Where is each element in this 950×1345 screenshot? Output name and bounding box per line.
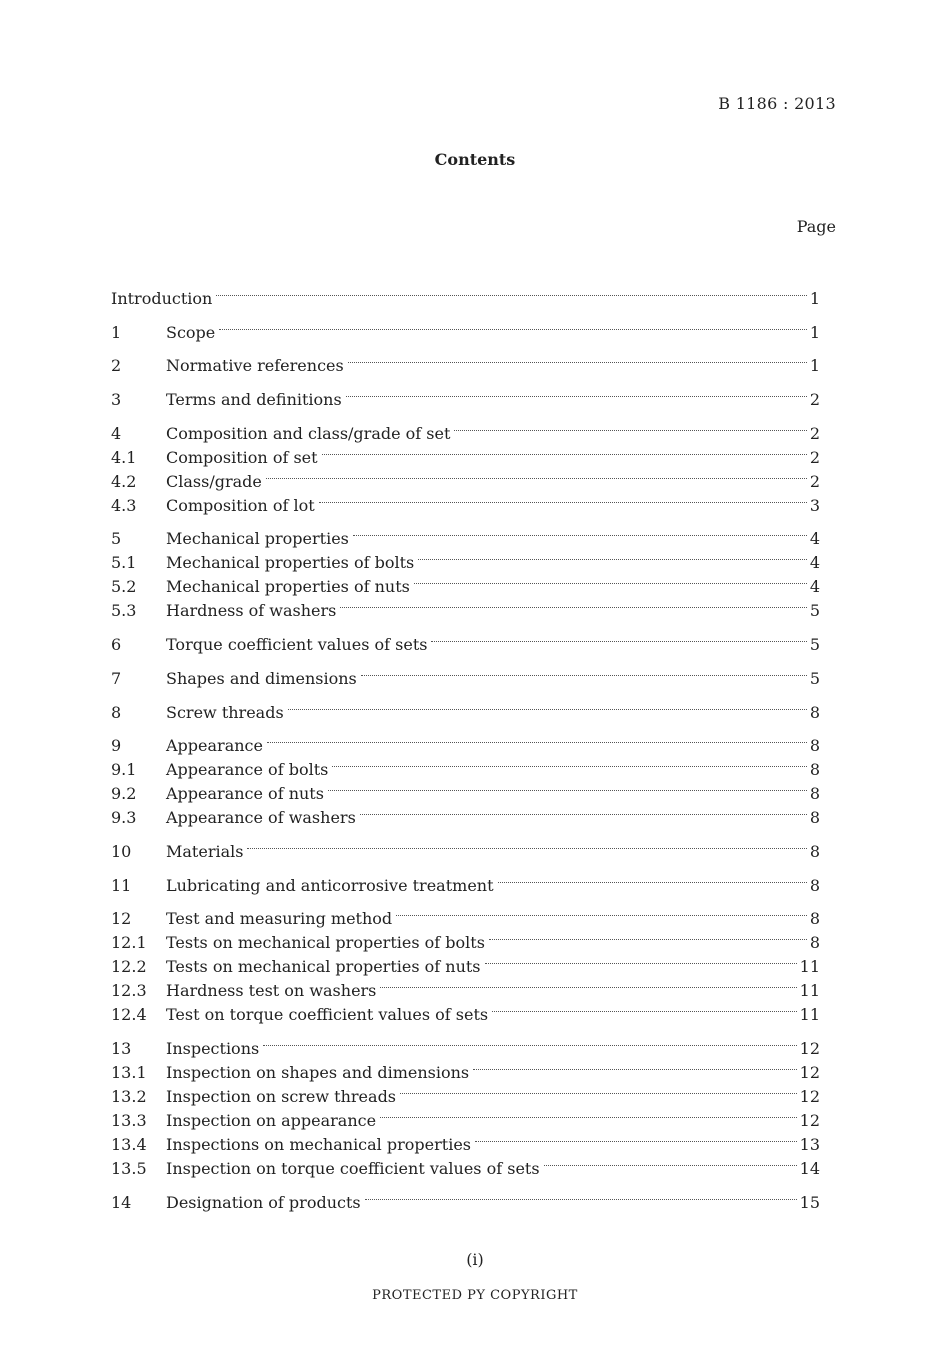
toc-entry-number: 10 <box>111 841 132 861</box>
toc-group <box>111 280 820 308</box>
dot-leader <box>380 1102 797 1126</box>
toc-entry-page: 3 <box>809 495 820 515</box>
toc-entry-number: 13 <box>111 1038 132 1058</box>
toc-entry-page: 4 <box>809 529 820 549</box>
toc-entry-page: 1 <box>809 289 820 308</box>
toc-entry-number: 12.1 <box>111 933 147 953</box>
toc-entry-title: Appearance of washers <box>166 808 356 828</box>
dot-leader <box>328 775 807 799</box>
toc-entry-title: Normative references <box>166 356 344 376</box>
dot-leader <box>418 544 807 568</box>
toc-entry-number: 8 <box>111 702 122 722</box>
dot-leader <box>489 924 807 948</box>
dot-leader <box>485 948 797 972</box>
toc-entry[interactable] <box>111 660 820 688</box>
toc-entry-title: Hardness test on washers <box>166 981 377 1001</box>
toc-entry-title: Tests on mechanical properties of nuts <box>166 957 481 977</box>
toc-entry-page: 13 <box>799 1134 820 1154</box>
dot-leader <box>360 799 807 823</box>
toc-entry-page: 11 <box>799 1005 820 1025</box>
toc-group <box>111 347 820 376</box>
toc-entry[interactable] <box>111 314 820 342</box>
toc-group <box>111 1184 820 1212</box>
toc-group <box>111 727 820 828</box>
toc-entry-title: Inspection on screw threads <box>166 1086 397 1106</box>
toc-entry-title: Composition and class/grade of set <box>166 423 451 443</box>
toc-entry-page: 8 <box>809 784 820 804</box>
toc-entry-number: 7 <box>111 668 122 688</box>
toc-entry-title: Scope <box>166 322 216 342</box>
toc-entry-number: 9.2 <box>111 784 137 804</box>
toc-entry-title: Introduction <box>111 289 213 308</box>
toc-entry-title: Composition of set <box>166 447 318 467</box>
toc-entry-number: 13.5 <box>111 1158 147 1178</box>
toc-entry-title: Screw threads <box>166 702 284 722</box>
toc-entry-page: 4 <box>809 553 820 573</box>
toc-entry-page: 8 <box>809 909 820 929</box>
dot-leader <box>492 996 797 1020</box>
dot-leader <box>473 1054 797 1078</box>
toc-entry-page: 11 <box>799 981 820 1001</box>
toc-entry-number: 5 <box>111 529 122 549</box>
toc-entry-number: 2 <box>111 356 122 376</box>
toc-entry[interactable] <box>111 381 820 410</box>
toc-entry-title: Torque coefficient values of sets <box>166 635 428 655</box>
toc-entry-page: 8 <box>809 702 820 722</box>
toc-entry-page: 5 <box>809 635 820 655</box>
toc-entry-number: 9.1 <box>111 760 137 780</box>
toc-entry-page: 14 <box>799 1158 820 1178</box>
toc-entry-title: Inspection on appearance <box>166 1110 377 1130</box>
dot-leader <box>348 347 807 371</box>
dot-leader <box>319 487 807 511</box>
toc-entry-page: 2 <box>809 423 820 443</box>
toc-entry-page: 8 <box>809 808 820 828</box>
dot-leader <box>361 660 807 684</box>
toc-entry[interactable] <box>111 867 820 895</box>
toc-entry[interactable] <box>111 833 820 861</box>
toc-entry-title: Composition of lot <box>166 495 315 515</box>
dot-leader <box>346 381 807 405</box>
toc-entry-title: Mechanical properties of nuts <box>166 577 410 597</box>
toc-entry-number: 14 <box>111 1192 132 1212</box>
dot-leader <box>247 833 806 857</box>
toc-entry-number: 5.2 <box>111 577 137 597</box>
toc-entry[interactable] <box>111 520 820 549</box>
toc-entry[interactable] <box>111 1030 820 1058</box>
dot-leader <box>544 1150 797 1174</box>
toc-entry-number: 3 <box>111 390 122 410</box>
dot-leader <box>396 900 807 924</box>
toc-entry-number: 4.3 <box>111 495 137 515</box>
toc-entry-number: 13.3 <box>111 1110 147 1130</box>
dot-leader <box>216 280 806 304</box>
toc-entry-number: 12.2 <box>111 957 147 977</box>
toc-entry-page: 4 <box>809 577 820 597</box>
page-number: (i) <box>466 1250 484 1269</box>
toc-entry-number: 13.2 <box>111 1086 147 1106</box>
toc-entry[interactable] <box>111 1184 820 1212</box>
toc-entry[interactable] <box>111 900 820 929</box>
toc-entry-number: 4.1 <box>111 447 137 467</box>
toc-entry-number: 5.1 <box>111 553 137 573</box>
dot-leader <box>267 727 807 751</box>
toc-entry[interactable] <box>111 694 820 722</box>
toc-entry-title: Appearance of bolts <box>166 760 329 780</box>
toc-entry-page: 12 <box>799 1038 820 1058</box>
toc-entry-number: 4 <box>111 423 122 443</box>
toc-entry-page: 15 <box>799 1192 820 1212</box>
toc-entry[interactable] <box>111 280 820 308</box>
toc-entry-page: 12 <box>799 1110 820 1130</box>
toc-group <box>111 660 820 688</box>
toc-entry-number: 12.3 <box>111 981 147 1001</box>
toc-entry-number: 4.2 <box>111 471 137 491</box>
toc-entry-number: 6 <box>111 635 122 655</box>
toc-entry-number: 12 <box>111 909 132 929</box>
toc-entry-page: 1 <box>809 356 820 376</box>
toc-entry[interactable] <box>111 626 820 655</box>
toc-entry[interactable] <box>111 727 820 756</box>
dot-leader <box>353 520 807 544</box>
toc-group <box>111 626 820 655</box>
toc-group <box>111 867 820 895</box>
toc-entry-title: Materials <box>166 841 244 861</box>
dot-leader <box>431 626 806 650</box>
dot-leader <box>380 972 796 996</box>
toc-entry-title: Mechanical properties of bolts <box>166 553 415 573</box>
toc-entry-page: 2 <box>809 447 820 467</box>
table-of-contents <box>111 280 820 1217</box>
toc-entry-number: 13.1 <box>111 1062 147 1082</box>
dot-leader <box>332 751 806 775</box>
toc-entry-page: 5 <box>809 668 820 688</box>
toc-entry-number: 13.4 <box>111 1134 147 1154</box>
toc-entry-title: Hardness of washers <box>166 601 337 621</box>
toc-entry-title: Shapes and dimensions <box>166 668 357 688</box>
toc-entry-number: 1 <box>111 322 122 342</box>
toc-entry-title: Class/grade <box>166 471 262 491</box>
dot-leader <box>340 592 806 616</box>
toc-entry-title: Appearance <box>166 736 263 756</box>
toc-entry-page: 2 <box>809 471 820 491</box>
toc-entry-page: 8 <box>809 841 820 861</box>
toc-entry-page: 8 <box>809 875 820 895</box>
toc-entry-number: 11 <box>111 875 132 895</box>
toc-entry-page: 5 <box>809 601 820 621</box>
dot-leader <box>498 867 807 891</box>
page-column-label: Page <box>796 217 836 236</box>
dot-leader <box>454 415 806 439</box>
toc-entry-title: Appearance of nuts <box>166 784 324 804</box>
toc-entry-number: 5.3 <box>111 601 137 621</box>
toc-group <box>111 520 820 621</box>
toc-entry-page: 2 <box>809 390 820 410</box>
toc-entry-title: Inspections <box>166 1038 260 1058</box>
toc-entry-page: 8 <box>809 760 820 780</box>
toc-entry-title: Lubricating and anticorrosive treatment <box>166 875 494 895</box>
dot-leader <box>475 1126 797 1150</box>
toc-entry-title: Mechanical properties <box>166 529 349 549</box>
toc-group <box>111 314 820 342</box>
document-code: B 1186 : 2013 <box>718 94 836 113</box>
toc-entry[interactable] <box>111 347 820 376</box>
dot-leader <box>219 314 807 338</box>
copyright-notice: PROTECTED PY COPYRIGHT <box>372 1288 578 1303</box>
toc-entry-page: 12 <box>799 1086 820 1106</box>
toc-group <box>111 415 820 515</box>
toc-group <box>111 900 820 1025</box>
dot-leader <box>288 694 807 718</box>
toc-entry-page: 1 <box>809 322 820 342</box>
toc-entry-number: 12.4 <box>111 1005 147 1025</box>
toc-entry-title: Inspections on mechanical properties <box>166 1134 471 1154</box>
toc-entry-number: 9 <box>111 736 122 756</box>
toc-entry-title: Designation of products <box>166 1192 361 1212</box>
toc-entry-page: 8 <box>809 933 820 953</box>
toc-entry[interactable] <box>111 415 820 443</box>
toc-group <box>111 1030 820 1178</box>
toc-entry-title: Tests on mechanical properties of bolts <box>166 933 485 953</box>
toc-entry-title: Test on torque coefficient values of sets <box>166 1005 489 1025</box>
toc-entry-title: Inspection on torque coefficient values of sets <box>166 1158 540 1178</box>
toc-group <box>111 833 820 861</box>
toc-entry-page: 12 <box>799 1062 820 1082</box>
toc-group <box>111 381 820 410</box>
dot-leader <box>400 1078 797 1102</box>
toc-entry-title: Inspection on shapes and dimensions <box>166 1062 470 1082</box>
dot-leader <box>365 1184 797 1208</box>
dot-leader <box>266 463 807 487</box>
contents-heading: Contents <box>434 150 516 169</box>
toc-group <box>111 694 820 722</box>
toc-entry-number: 9.3 <box>111 808 137 828</box>
toc-entry-title: Terms and definitions <box>166 390 342 410</box>
toc-entry-page: 11 <box>799 957 820 977</box>
dot-leader <box>322 439 807 463</box>
toc-entry-page: 8 <box>809 736 820 756</box>
dot-leader <box>414 568 807 592</box>
toc-entry-title: Test and measuring method <box>166 909 393 929</box>
dot-leader <box>263 1030 796 1054</box>
